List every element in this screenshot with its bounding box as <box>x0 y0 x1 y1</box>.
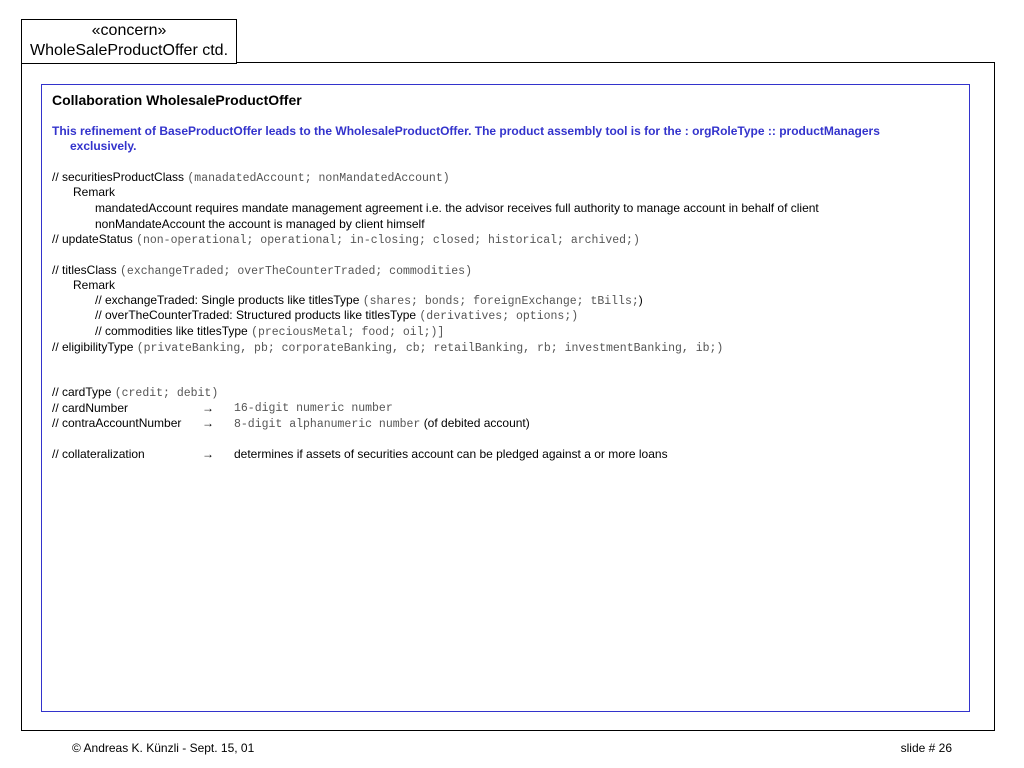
cardtype-label: // cardType <box>52 385 112 399</box>
commodities-line <box>95 324 444 340</box>
exchange-close: ) <box>638 293 643 307</box>
commodities-label: // commodities like titlesType <box>95 324 248 338</box>
intro-paragraph <box>52 124 947 154</box>
cardnumber-label: // cardNumber <box>52 401 129 415</box>
footer-copyright: © Andreas K. Künzli - Sept. 15, 01 <box>72 741 255 755</box>
cardtype-line <box>52 385 218 401</box>
eligibility-values: (privateBanking, pb; corporateBanking, cb; retailBanking, rb; investmentBanking, ib;) <box>136 342 724 355</box>
update-label: // updateStatus <box>52 232 133 246</box>
exchange-values: (shares; bonds; foreignExchange; tBills; <box>362 295 639 308</box>
collateral-arrow: → <box>202 447 214 461</box>
exchange-label: // exchangeTraded: Single products like titlesType <box>95 293 360 307</box>
titles-class-line <box>52 263 472 279</box>
collateral-label: // collateralization <box>52 447 145 461</box>
titles-values: (exchangeTraded; overTheCounterTraded; commodities) <box>120 265 472 278</box>
footer-slide-number: slide # 26 <box>900 741 952 755</box>
cardtype-values: (credit; debit) <box>114 387 219 400</box>
otc-values: (derivatives; options;) <box>419 310 579 323</box>
contra-label: // contraAccountNumber <box>52 416 182 430</box>
remark-2: Remark <box>73 278 116 292</box>
collaboration-title: Collaboration WholesaleProductOffer <box>52 92 302 108</box>
cardnumber-arrow: → <box>202 401 214 415</box>
commodities-values: (preciousMetal; food; oil;)] <box>251 326 445 339</box>
contra-note: (of debited account) <box>423 416 530 430</box>
eligibility-line <box>52 340 723 356</box>
contra-value: 8-digit alphanumeric number <box>234 418 421 431</box>
concern-name: WholeSaleProductOffer ctd. <box>29 42 229 59</box>
nonmandate-text: nonMandateAccount the account is managed by client himself <box>95 217 425 231</box>
remark-1: Remark <box>73 185 116 199</box>
update-status-line <box>52 232 640 248</box>
otc-line <box>95 308 578 324</box>
mandated-text: mandatedAccount requires mandate management agreement i.e. the advisor receives full authority to manage account in behalf of client <box>95 201 819 215</box>
intro-line-1: This refinement of BaseProductOffer leads to the WholesaleProductOffer. The product assembly tool is for the : orgRoleType :: productManagers <box>52 124 880 138</box>
concern-title-box <box>21 19 237 64</box>
collateral-value: determines if assets of securities account can be pledged against a or more loans <box>234 447 668 461</box>
titles-label: // titlesClass <box>52 263 117 277</box>
otc-label: // overTheCounterTraded: Structured products like titlesType <box>95 308 417 322</box>
stereotype-label: «concern» <box>91 22 167 39</box>
intro-line-2: exclusively. <box>70 139 137 153</box>
contra-arrow: → <box>202 416 214 430</box>
eligibility-label: // eligibilityType <box>52 340 134 354</box>
cardnumber-value: 16-digit numeric number <box>234 402 393 415</box>
securities-values: (manadatedAccount; nonMandatedAccount) <box>187 172 450 185</box>
exchange-line <box>95 293 643 309</box>
securities-label: // securitiesProductClass <box>52 170 185 184</box>
update-values: (non-operational; operational; in-closing; closed; historical; archived;) <box>136 234 640 247</box>
contra-line <box>234 416 530 432</box>
securities-line <box>52 170 450 186</box>
